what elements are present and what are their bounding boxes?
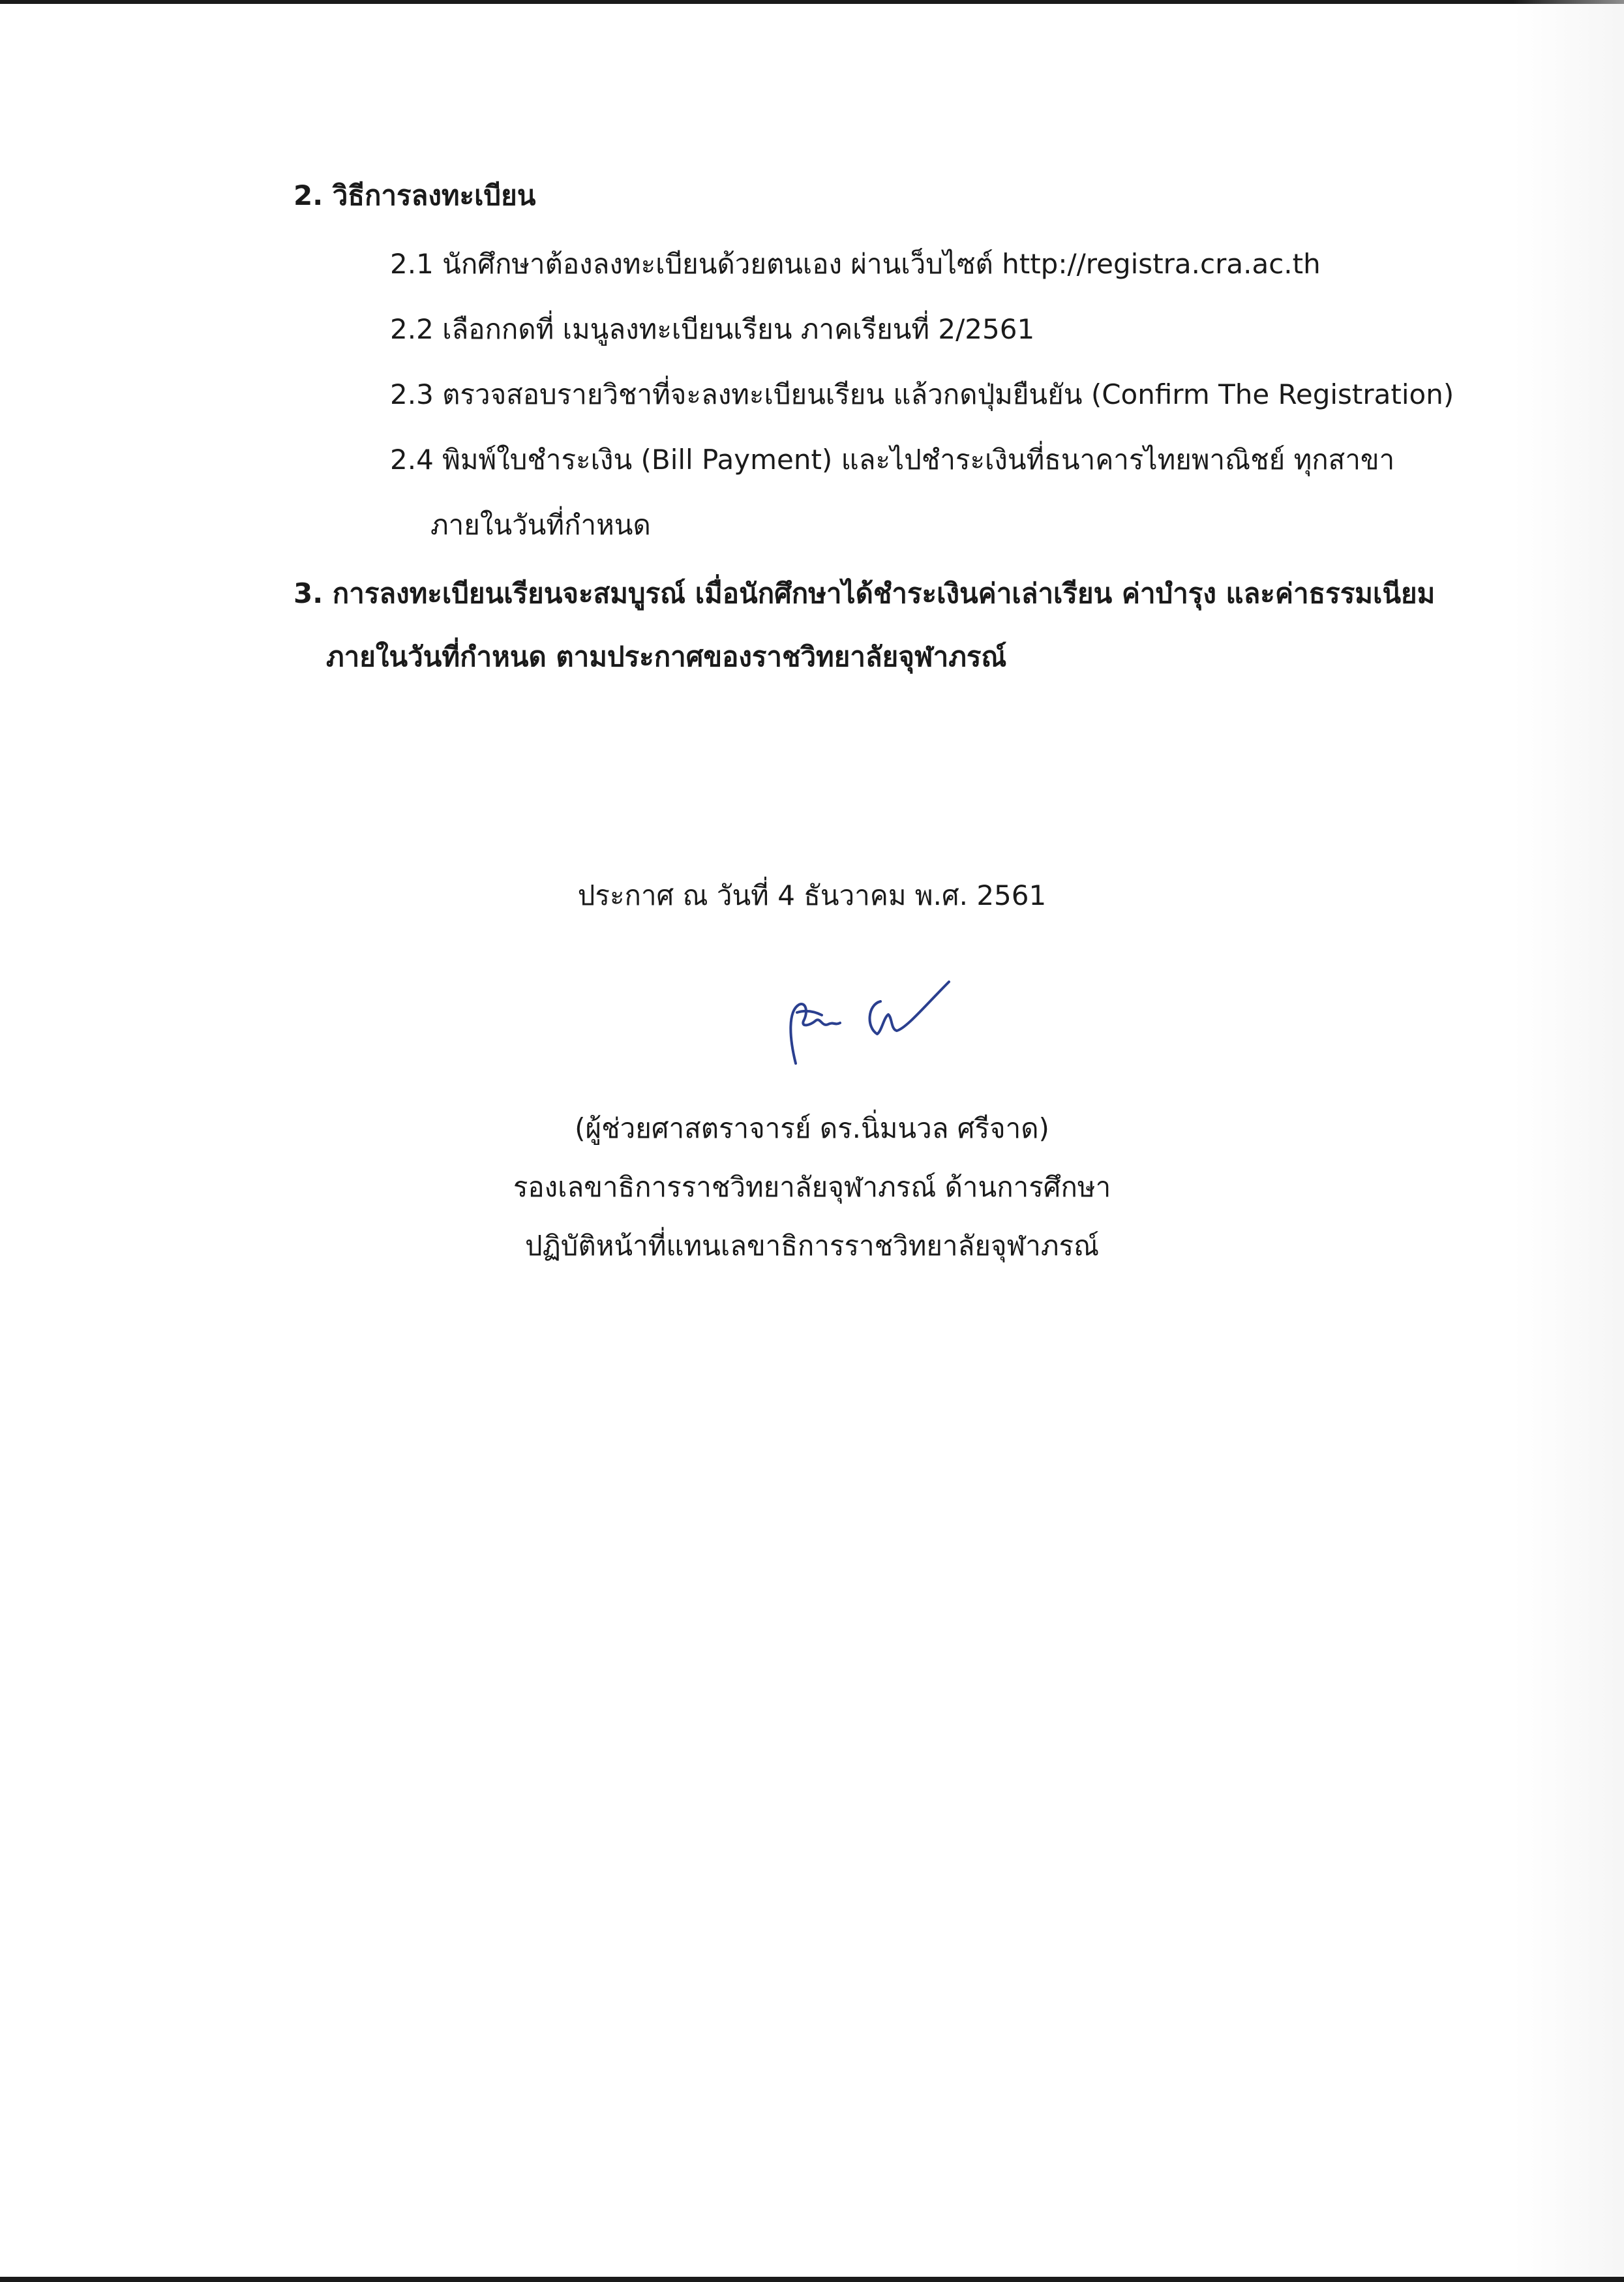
section-2-title: 2. วิธีการลงทะเบียน bbox=[293, 179, 536, 211]
signature-stroke-cross bbox=[797, 1011, 822, 1015]
section-3-line-2: ภายในวันที่กำหนด ตามประกาศของราชวิทยาลัยจุฬาภรณ์ bbox=[326, 641, 1007, 673]
signatory-position-2: ปฏิบัติหน้าที่แทนเลขาธิการราชวิทยาลัยจุฬาภรณ์ bbox=[524, 1230, 1100, 1262]
signature-image bbox=[770, 966, 965, 1083]
scan-border-bottom bbox=[0, 2277, 1624, 2282]
section-2-item-4-continuation: ภายในวันที่กำหนด bbox=[430, 509, 651, 541]
announcement-date: ประกาศ ณ วันที่ 4 ธันวาคม พ.ศ. 2561 bbox=[577, 879, 1047, 911]
section-2-item-2: 2.2 เลือกกดที่ เมนูลงทะเบียนเรียน ภาคเรียนที่ 2/2561 bbox=[390, 313, 1035, 345]
section-3-line-1: 3. การลงทะเบียนเรียนจะสมบูรณ์ เมื่อนักศึกษาได้ชำระเงินค่าเล่าเรียน ค่าบำรุง และค่าธรรมเนียม bbox=[293, 577, 1436, 609]
signatory-name: (ผู้ช่วยศาสตราจารย์ ดร.นิ่มนวล ศรีจาด) bbox=[575, 1112, 1049, 1144]
scan-border-top bbox=[0, 0, 1624, 4]
signatory-position-1: รองเลขาธิการราชวิทยาลัยจุฬาภรณ์ ด้านการศึกษา bbox=[513, 1171, 1111, 1203]
section-2-item-4: 2.4 พิมพ์ใบชำระเงิน (Bill Payment) และไปชำระเงินที่ธนาคารไทยพาณิชย์ ทุกสาขา bbox=[390, 444, 1395, 476]
signature-stroke-second bbox=[870, 982, 949, 1034]
section-2-item-3: 2.3 ตรวจสอบรายวิชาที่จะลงทะเบียนเรียน แล้วกดปุ่มยืนยัน (Confirm The Registration) bbox=[390, 378, 1454, 410]
section-2-item-1: 2.1 นักศึกษาต้องลงทะเบียนด้วยตนเอง ผ่านเว็บไซต์ http://registra.cra.ac.th bbox=[390, 248, 1321, 280]
